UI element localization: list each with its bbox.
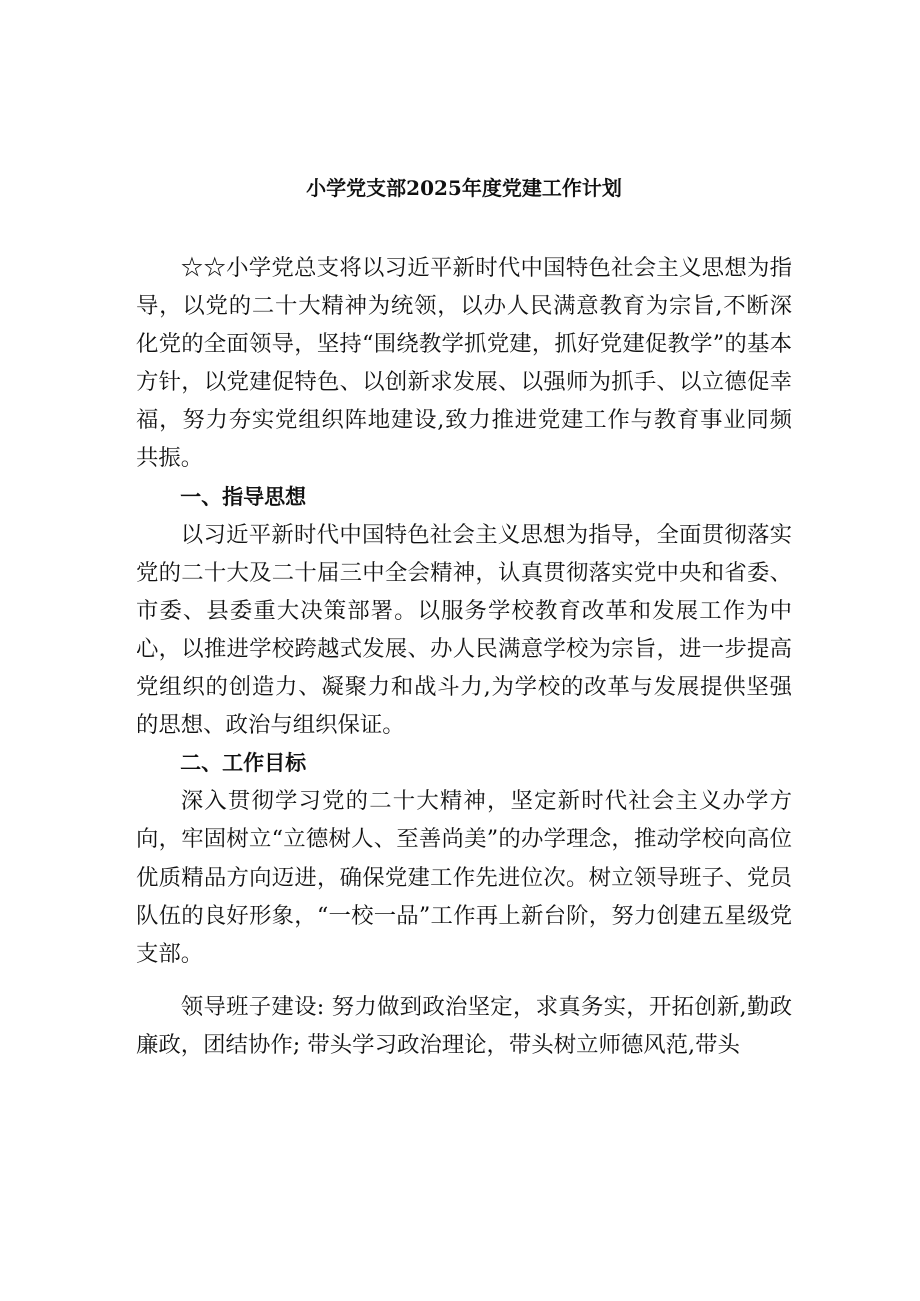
document-title: 小学党支部2025年度党建工作计划 — [306, 176, 622, 200]
section-paragraph-guiding-ideology: 以习近平新时代中国特色社会主义思想为指导，全面贯彻落实党的二十大及二十届三中全会精神，认真贯彻落实党中央和省委、市委、县委重大决策部署。以服务学校教育改革和发展工作为中心，以推进学校跨越式发展、办人民满意学校为宗旨，进一步提高党组织的创造力、凝聚力和战斗力,为学校的改革与发展提供坚强的思想、政治与组织保证。 — [136, 521, 792, 739]
leadership-paragraph: 领导班子建设: 努力做到政治坚定，求真务实，开拓创新,勤政廉政，团结协作; 带头学习政治理论，带头树立师德风范,带头 — [136, 993, 792, 1058]
section-heading-work-goals: 二、工作目标 — [180, 750, 307, 776]
intro-paragraph: ☆☆小学党总支将以习近平新时代中国特色社会主义思想为指导，以党的二十大精神为统领，以办人民满意教育为宗旨,不断深化党的全面领导，坚持“围绕教学抓党建，抓好党建促教学”的基本方针，以党建促特色、以创新求发展、以强师为抓手、以立德促幸福，努力夯实党组织阵地建设,致力推进党建工作与教育事业同频共振。 — [136, 255, 792, 472]
section-heading-guiding-ideology: 一、指导思想 — [180, 483, 307, 509]
section-paragraph-work-goals: 深入贯彻学习党的二十大精神，坚定新时代社会主义办学方向，牢固树立“立德树人、至善尚美”的办学理念，推动学校向高位优质精品方向迈进，确保党建工作先进位次。树立领导班子、党员队伍的良好形象，“一校一品”工作再上新台阶，努力创建五星级党支部。 — [136, 788, 792, 967]
